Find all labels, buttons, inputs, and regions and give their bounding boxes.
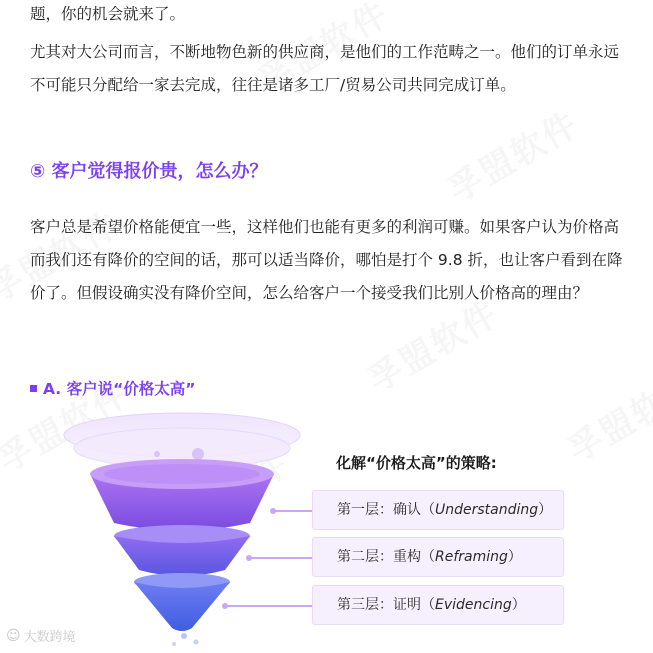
layer-english: Evidencing xyxy=(435,597,512,613)
layer-label: 第二层：重构（ xyxy=(337,549,435,565)
connector-line xyxy=(248,557,312,559)
connector-dot xyxy=(246,555,252,561)
connector-dot xyxy=(222,603,228,609)
funnel-illustration xyxy=(60,410,320,653)
brand-watermark xyxy=(6,626,76,645)
paragraph-intro-end: 题，你的机会就来了。 xyxy=(30,5,186,23)
watermark xyxy=(557,357,653,471)
layer-label: 第一层：确认（ xyxy=(337,502,435,518)
strategy-layer-3 xyxy=(312,585,564,625)
layer-close: ） xyxy=(538,502,553,518)
connector-dot xyxy=(270,508,276,514)
subheading xyxy=(30,377,195,399)
connector-line xyxy=(272,510,312,512)
paragraph-price: 客户总是希望价格能便宜一些，这样他们也能有更多的利润可赚。如果客户认为价格高而我们还有降价的空间的话，那可以适当降价，哪怕是打个 9.8 折，也让客户看到在降价了。但假设确实没有降价空间，怎么给客户一个接受我们比别人价格高的理由？ xyxy=(30,218,623,302)
strategy-title: 化解“价格太高”的策略: xyxy=(336,454,497,472)
section-heading: ⑤ 客户觉得报价贵，怎么办？ xyxy=(30,161,268,182)
brand-text: 大数跨境 xyxy=(23,630,76,645)
layer-label: 第三层：证明（ xyxy=(337,597,435,613)
layer-english: Reframing xyxy=(435,549,508,565)
connector-line xyxy=(224,605,312,607)
layer-close: ） xyxy=(507,549,522,565)
subheading-text: A. 客户说“价格太高” xyxy=(43,380,196,398)
speech-bubble-icon: ☺ xyxy=(6,627,21,644)
paragraph-suppliers: 尤其对大公司而言，不断地物色新的供应商，是他们的工作范畴之一。他们的订单永远不可能只分配给一家去完成，往往是诸多工厂/贸易公司共同完成订单。 xyxy=(30,43,620,94)
bullet-square-icon xyxy=(30,385,37,392)
layer-close: ） xyxy=(511,597,526,613)
layer-english: Understanding xyxy=(435,502,539,518)
strategy-layer-1 xyxy=(312,490,564,530)
watermark xyxy=(437,97,586,211)
strategy-layer-2 xyxy=(312,537,564,577)
